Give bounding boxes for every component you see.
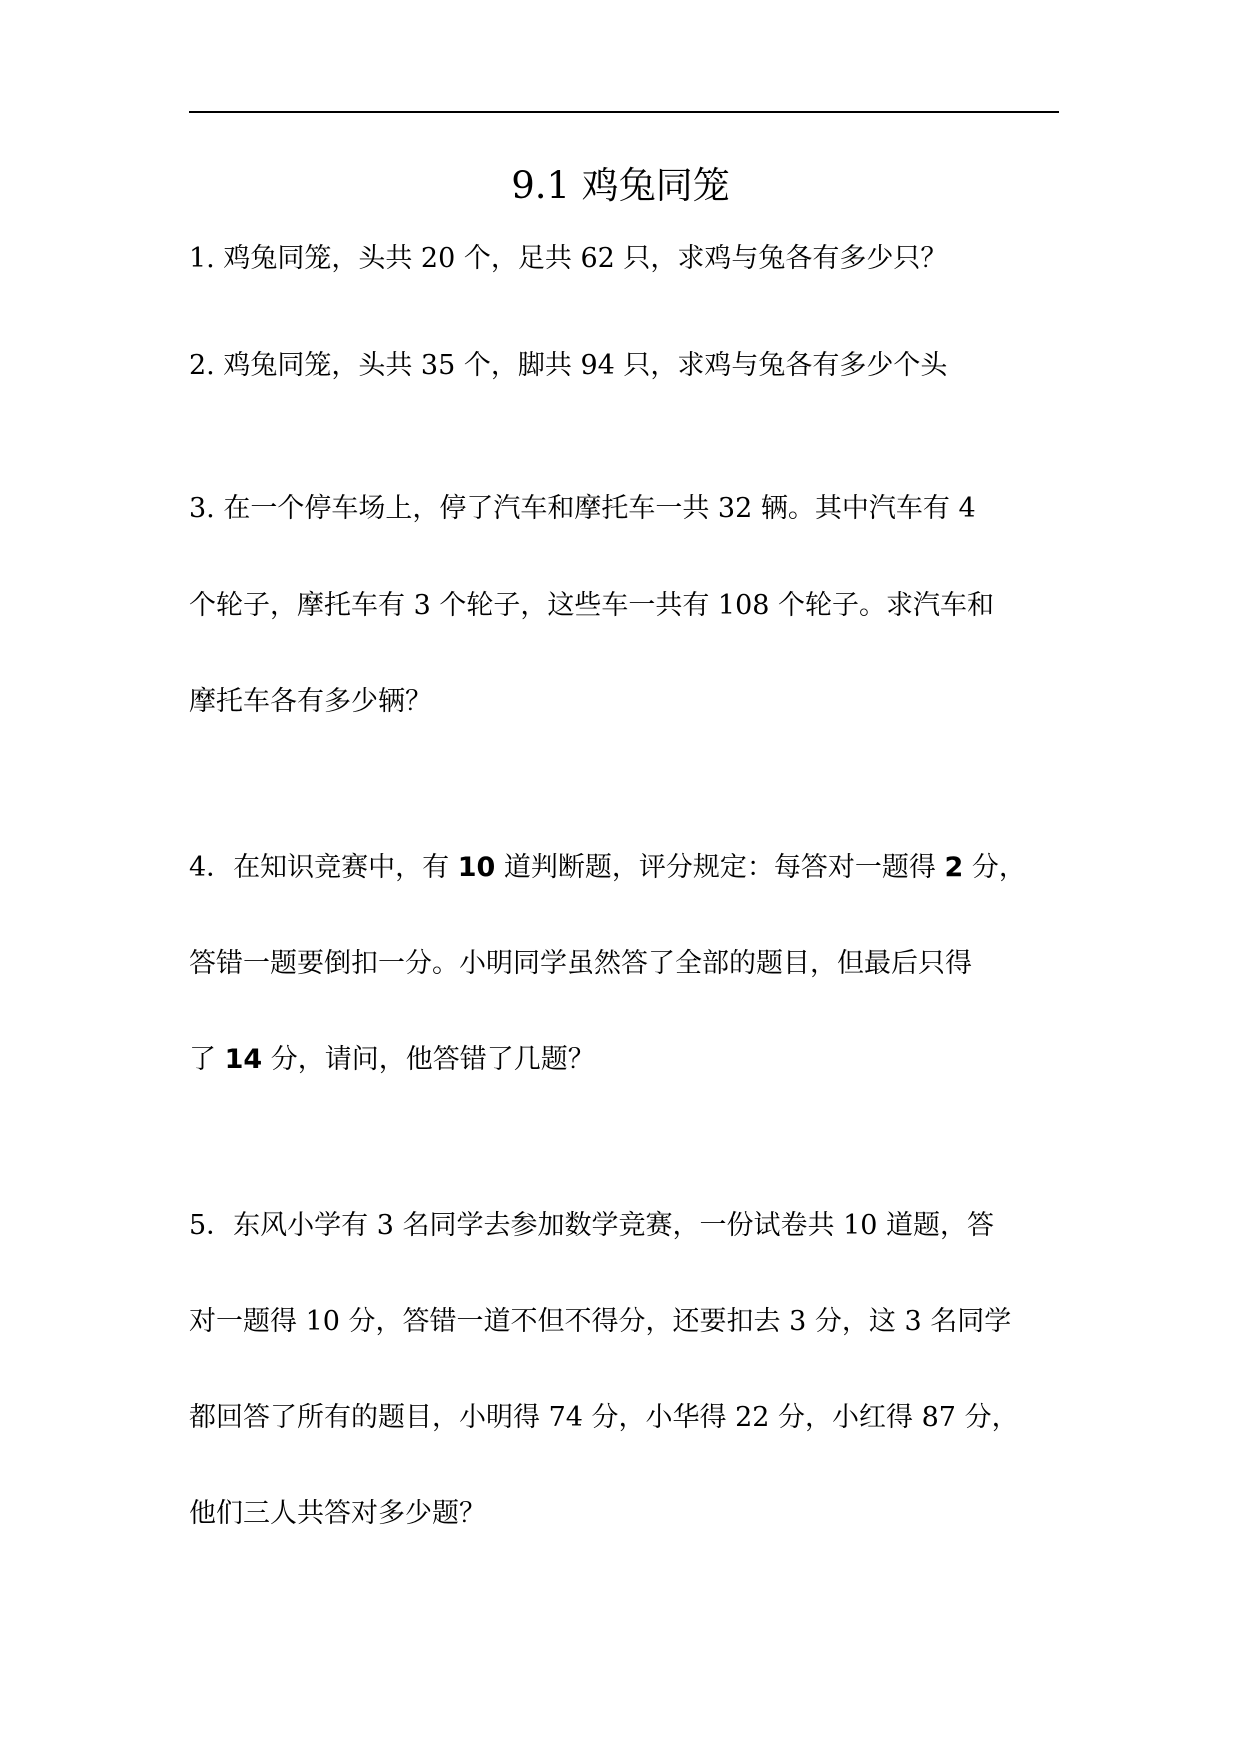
problem-4-text: 分，请问，他答错了几题？ (262, 1044, 595, 1075)
problem-5-line-4: 他们三人共答对多少题？ (189, 1498, 486, 1529)
problem-4-question-count: 10 (457, 852, 496, 883)
problem-4-line-3 (189, 1040, 1069, 1080)
problem-5-line-2: 对一题得 10 分，答错一道不但不得分，还要扣去 3 分，这 3 名同学 (189, 1306, 1012, 1337)
page-title: 9.1 鸡兔同笼 (511, 164, 730, 207)
problem-4-text: 分， (963, 852, 1026, 883)
problem-4-final-score: 14 (224, 1044, 263, 1075)
problem-3-line-2: 个轮子，摩托车有 3 个轮子，这些车一共有 108 个轮子。求汽车和 (189, 590, 995, 621)
problem-2-line-1: 2. 鸡兔同笼，头共 35 个，脚共 94 只，求鸡与兔各有多少个头 (189, 350, 948, 381)
problem-4-line-1 (189, 848, 1069, 888)
header-rule (189, 111, 1059, 113)
problem-5-line-1: 5．东风小学有 3 名同学去参加数学竞赛，一份试卷共 10 道题，答 (189, 1210, 995, 1241)
problem-5-line-3: 都回答了所有的题目，小明得 74 分，小华得 22 分，小红得 87 分， (189, 1402, 1019, 1433)
problem-1-line-1: 1. 鸡兔同笼，头共 20 个，足共 62 只，求鸡与兔各有多少只？ (189, 243, 948, 274)
problem-4-text: 了 (189, 1044, 225, 1075)
problem-4-text: 道判断题，评分规定：每答对一题得 (495, 852, 945, 883)
problem-3-line-3: 摩托车各有多少辆？ (189, 686, 432, 717)
problem-4-line-2: 答错一题要倒扣一分。小明同学虽然答了全部的题目，但最后只得 (189, 948, 972, 979)
problem-3-line-1: 3. 在一个停车场上，停了汽车和摩托车一共 32 辆。其中汽车有 4 (189, 493, 976, 524)
problem-4-points-per-correct: 2 (944, 852, 964, 883)
problem-4-text: 4．在知识竞赛中，有 (189, 852, 458, 883)
